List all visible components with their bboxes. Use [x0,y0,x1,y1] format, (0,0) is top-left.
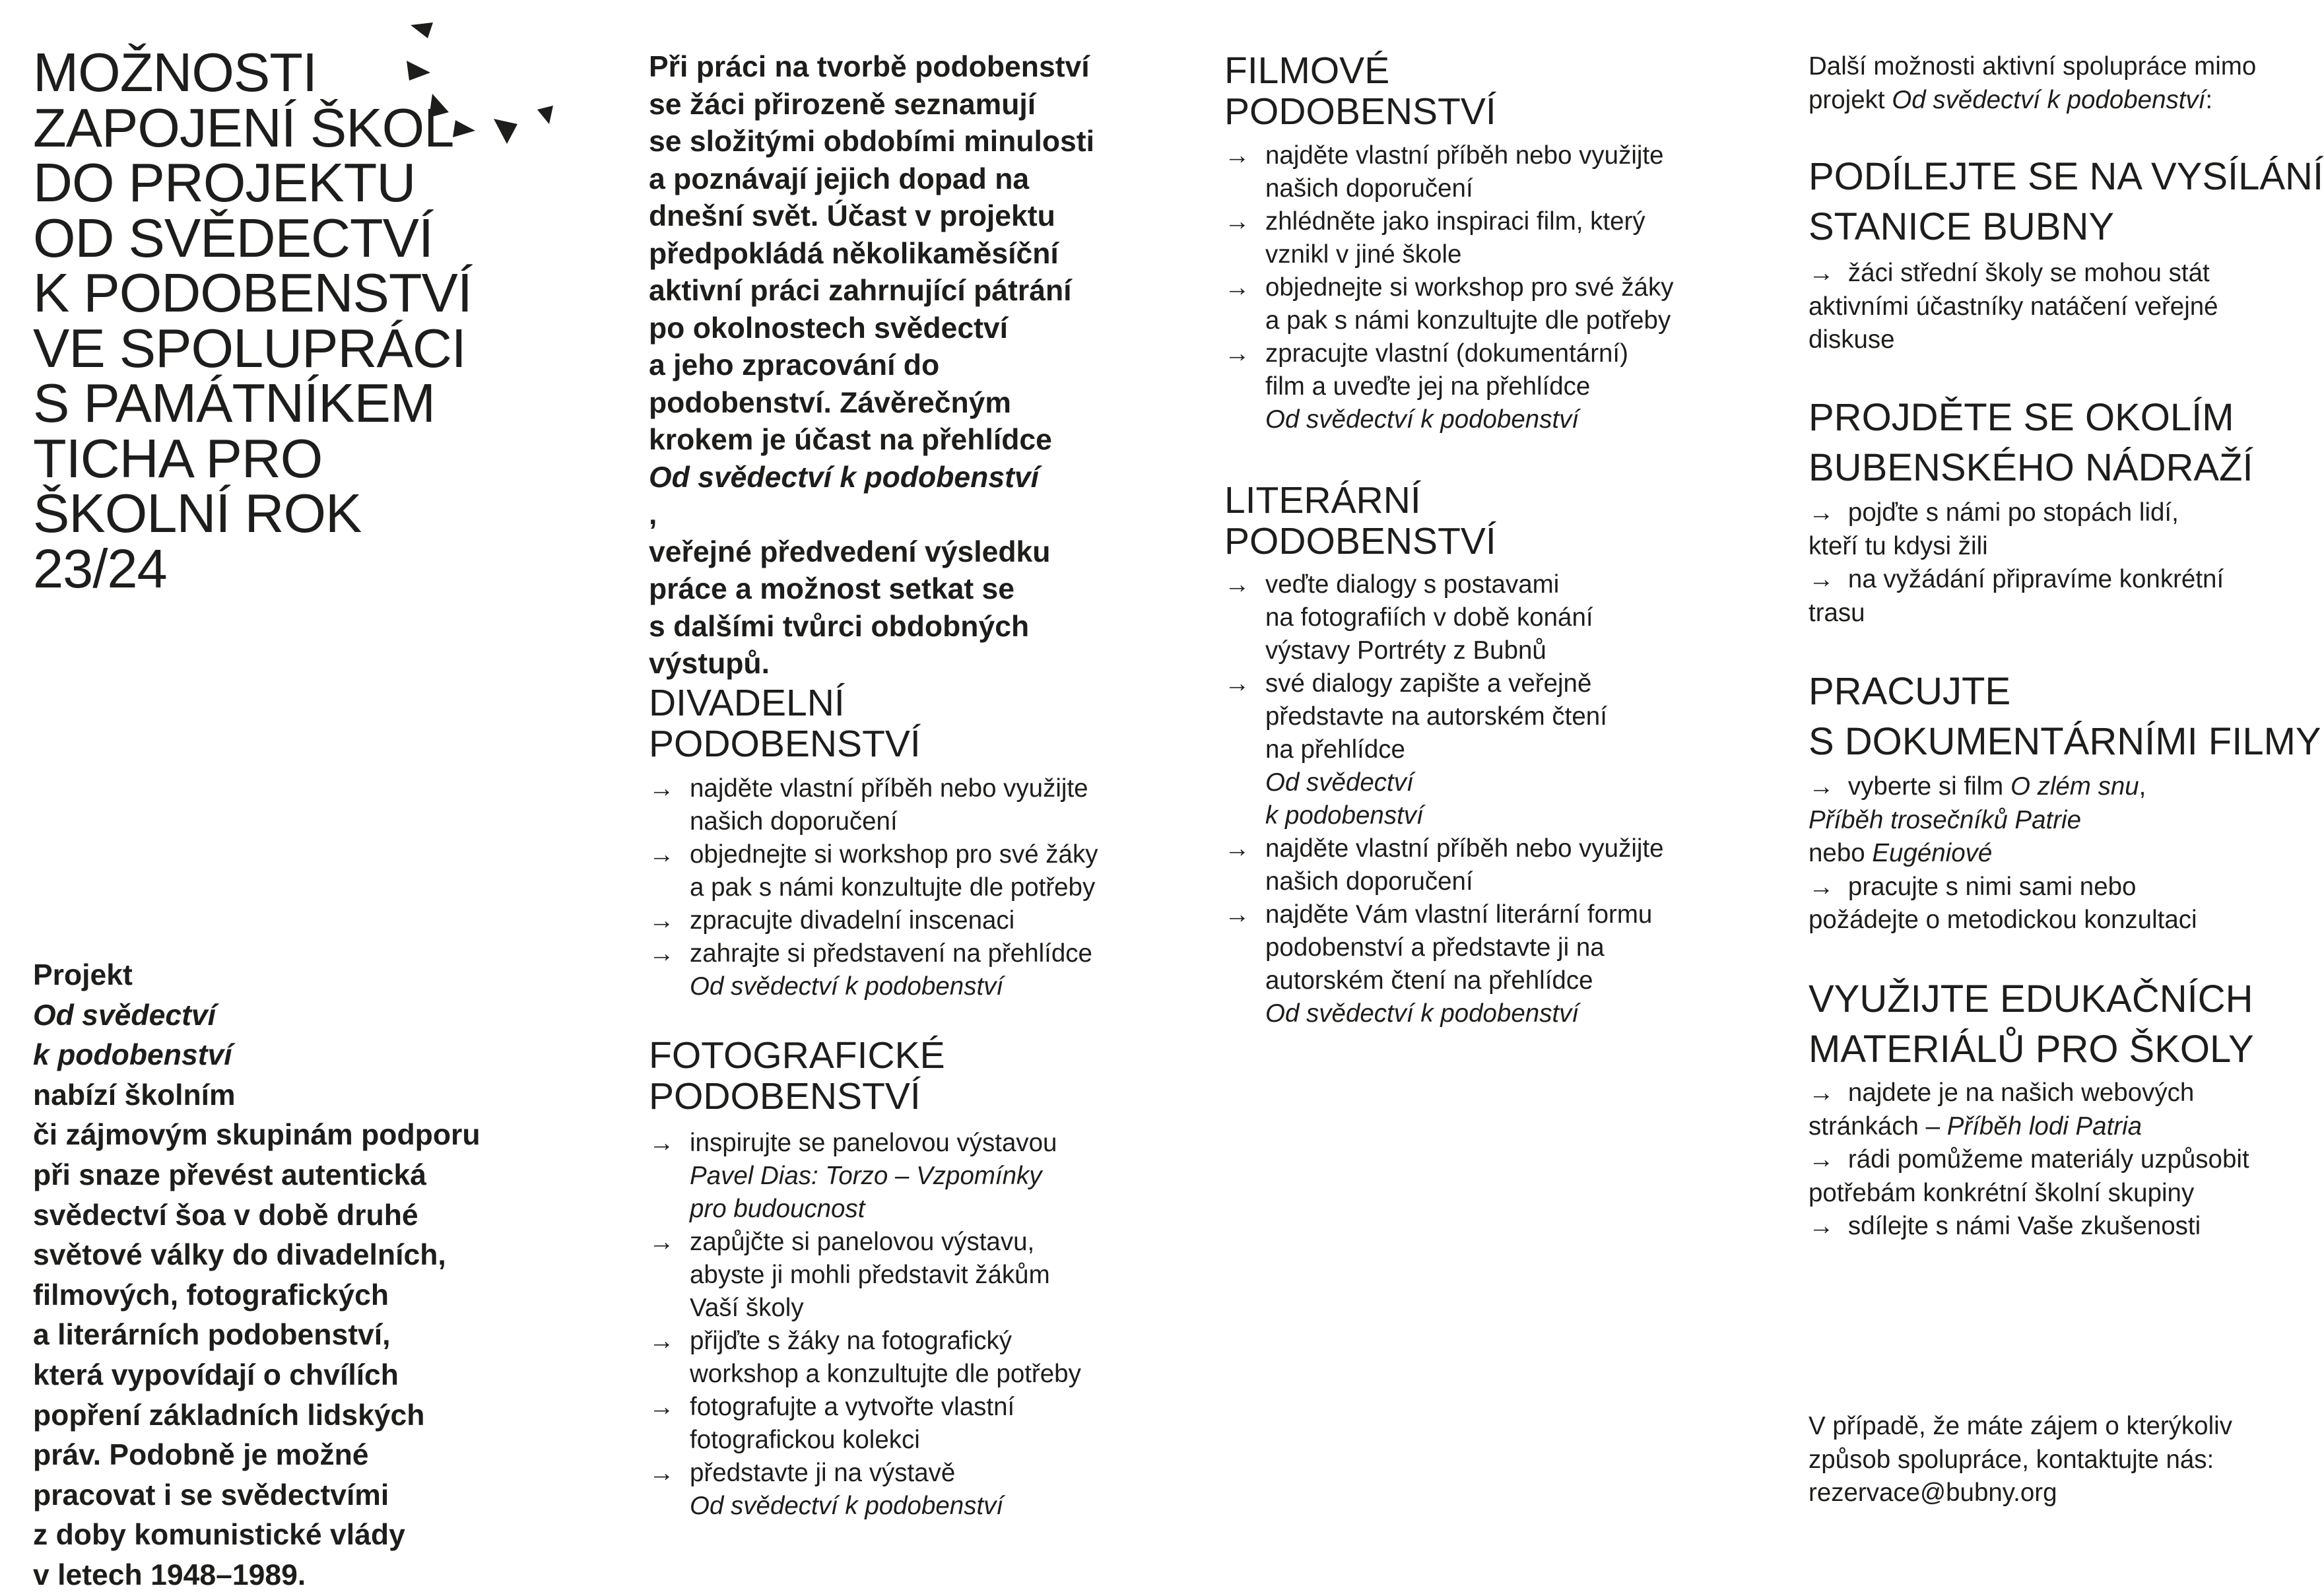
arrow-icon: → [649,1393,675,1421]
section-body-vysilani [1809,257,2218,357]
lead-line: veřejné předvedení výsledku [649,535,1051,568]
project-name-italic: Od svědectví k podobenství [1265,999,1579,1028]
heading-line: VYUŽIJTE EDUKAČNÍCH [1809,978,2253,1020]
item-line: film a uveďte jej na přehlídce [1265,372,1591,401]
arrow-icon: → [1224,669,1250,698]
list-item [1224,898,1664,1030]
intro-text: nabízí školním [33,1079,236,1112]
section-heading-filmove [1224,50,1496,132]
arrow-icon: → [1224,273,1250,302]
item-line [1809,1210,2249,1244]
list-item [649,838,1098,904]
item-line [1265,733,1664,799]
lead-line [649,459,1164,534]
arrow-icon: → [1224,141,1250,170]
item-line: najděte vlastní příběh nebo využijte [1265,834,1664,863]
heading-line: MATERIÁLŮ PRO ŠKOLY [1809,1028,2254,1071]
heading-line: BUBENSKÉHO NÁDRAŽÍ [1809,446,2253,489]
list-divadelni [649,772,1098,1003]
heading-line: DIVADELNÍ [649,682,845,724]
item-line: našich doporučení [1265,174,1473,203]
project-name-italic: Od svědectví k podobenství [690,1492,1004,1520]
flag-triangle [494,119,517,144]
lead-paragraph [649,49,1164,683]
intro-line: pracovat i se svědectvími [33,1479,389,1512]
arrow-icon: → [1809,498,1834,527]
item-line: potřebám konkrétní školní skupiny [1809,1178,2195,1207]
item-line: fotografujte a vytvořte vlastní [690,1393,1015,1421]
item-line: našich doporučení [1265,867,1473,896]
arrow-icon: → [1809,1079,1834,1107]
item-line: a pak s námi konzultujte dle potřeby [1265,306,1671,335]
item-line: kteří tu kdysi žili [1809,531,1988,560]
arrow-icon: → [1809,259,1834,287]
lead-line: se žáci přirozeně seznamují [649,88,1036,121]
arrow-icon: → [649,774,675,803]
item-text: na přehlídce [1265,735,1405,764]
title-line: ŠKOLNÍ ROK [33,482,362,544]
list-item [1224,271,1673,337]
list-item [649,1226,1081,1325]
item-line: trasu [1809,598,1865,627]
list-literarni [1224,568,1664,1030]
lead-line: a poznávají jejich dopad na [649,162,1030,195]
arrow-icon: → [1224,900,1250,929]
list-item [649,1325,1081,1391]
lead-line: Při práci na tvorbě podobenství [649,51,1090,83]
heading-line: S DOKUMENTÁRNÍMI FILMY [1809,720,2321,763]
heading-line: PODÍLEJTE SE NA VYSÍLÁNÍ [1809,155,2324,198]
film-title-italic: O zlém snu [2010,772,2139,801]
section-body-edukacni-materialy [1809,1077,2249,1244]
intro-line: popření základních lidských [33,1399,425,1432]
list-item [1224,832,1664,898]
title-line: DO PROJEKTU [33,152,416,213]
heading-line: PODOBENSTVÍ [649,1075,921,1117]
item-line: zpracujte vlastní (dokumentární) [1265,339,1628,368]
heading-line: PODOBENSTVÍ [1224,520,1496,562]
intro-line [33,1036,535,1115]
project-name-italic: k podobenství [1265,801,1424,830]
item-line [1809,563,2224,597]
arrow-icon: → [1809,772,1834,801]
item-line: najděte Vám vlastní literární formu [1265,900,1653,929]
list-filmove [1224,139,1673,436]
item-line: a pak s námi konzultujte dle potřeby [690,873,1096,902]
item-line: aktivními účastníky natáčení veřejné [1809,292,2218,321]
title-line: K PODOBENSTVÍ [33,262,472,323]
item-text: žáci střední školy se mohou stát [1847,259,2210,287]
arrow-icon: → [1809,565,1834,593]
intro-text: : [2205,85,2213,114]
section-heading-literarni [1224,480,1496,562]
contact-block [1809,1410,2232,1510]
heading-line: PODOBENSTVÍ [649,723,921,765]
heading-line: STANICE BUBNY [1809,205,2115,248]
section-heading-vysilani [1809,152,2323,252]
title-line: S PAMÁTNÍKEM [33,372,436,434]
item-line: vznikl v jiné škole [1265,240,1462,269]
item-line: objednejte si workshop pro své žáky [690,840,1098,869]
item-line: inspirujte se panelovou výstavou [690,1129,1057,1157]
item-line [1809,1143,2249,1177]
item-line: najděte vlastní příběh nebo využijte [1265,141,1664,170]
lead-line: dnešní svět. Účast v projektu [649,200,1055,232]
arrow-icon: → [1809,872,1834,901]
list-item [1224,667,1664,832]
lead-line: práce a možnost setkat se [649,573,1015,605]
lead-line: předpokládá několikaměsíční [649,237,1059,270]
item-line [1809,257,2218,290]
arrow-icon: → [1224,339,1250,368]
item-line [1809,1077,2249,1110]
heading-line: PODOBENSTVÍ [1224,90,1496,133]
project-name-italic: Od svědectví [1265,768,1414,797]
arrow-icon: → [649,1228,675,1256]
intro-line: která vypovídají o chvílích [33,1358,399,1391]
item-line: přijďte s žáky na fotografický [690,1327,1012,1355]
item-text: nebo [1809,839,1873,867]
arrow-icon: → [1224,834,1250,863]
list-item [1224,568,1664,667]
intro-text: Projekt [33,959,133,991]
heading-line: LITERÁRNÍ [1224,479,1421,521]
flag-triangle [537,106,553,124]
list-fotograficke [649,1127,1081,1523]
intro-line: svědectví šoa v době druhé [33,1199,418,1232]
page-title [33,42,495,599]
arrow-icon: → [649,840,675,869]
list-item [1224,139,1673,205]
lead-line: podobenství. Závěrečným [649,386,1011,419]
arrow-icon: → [1224,207,1250,236]
list-item [649,937,1098,1003]
title-line: OD SVĚDECTVÍ [33,207,434,269]
item-line: představte na autorském čtení [1265,702,1607,731]
section-heading-dokumentarni-filmy [1809,667,2321,767]
item-line: zapůjčte si panelovou výstavu, [690,1228,1035,1256]
lead-line: aktivní práci zahrnující pátrání [649,275,1072,307]
lead-text: , [649,498,657,531]
intro-line: a literárních podobenství, [33,1319,391,1352]
item-line: zahrajte si představení na přehlídce [690,939,1092,968]
item-line: výstavy Portréty z Bubnů [1265,636,1546,665]
arrow-icon: → [649,1327,675,1355]
arrow-icon: → [1809,1212,1834,1240]
item-line: podobenství a představte ji na [1265,933,1605,962]
arrow-icon: → [649,1459,675,1487]
item-line: veďte dialogy s postavami [1265,570,1560,599]
heading-line: FOTOGRAFICKÉ [649,1034,945,1077]
intro-line: Další možnosti aktivní spolupráce mimo [1809,52,2257,81]
intro-line: práv. Podobně je možné [33,1439,369,1472]
arrow-icon: → [1809,1145,1834,1174]
item-line: představte ji na výstavě [690,1459,956,1487]
section-heading-divadelni [649,682,921,764]
lead-line: po okolnostech svědectví [649,312,1009,345]
item-line [1809,1110,2249,1144]
item-line: na fotografiích v době konání [1265,603,1593,632]
item-line [1809,770,2197,804]
item-text: rádi pomůžeme materiály uzpůsobit [1847,1145,2249,1174]
material-title-italic: Příběh lodi Patria [1946,1112,2142,1141]
item-line: své dialogy zapište a veřejně [1265,669,1592,698]
lead-line: výstupů. [649,648,770,680]
list-item [1224,337,1673,436]
title-line: TICHA PRO [33,427,323,489]
item-line: workshop a konzultujte dle potřeby [690,1360,1081,1388]
title-line: 23/24 [33,537,167,599]
section-heading-edukacni-materialy [1809,974,2254,1075]
film-title-italic: Příběh trosečníků Patrie [1809,805,2082,834]
intro-paragraph [33,956,535,1596]
title-line: ZAPOJENÍ ŠKOL [33,96,454,158]
item-line [1809,871,2197,904]
item-line: požádejte o metodickou konzultaci [1809,906,2197,934]
contact-email[interactable]: rezervace@bubny.org [1809,1479,2057,1507]
list-item [649,772,1098,838]
item-line: našich doporučení [690,807,898,836]
heading-line: FILMOVÉ [1224,50,1390,92]
lead-line: s dalšími tvůrci obdobných [649,610,1030,643]
project-name-italic: k podobenství [33,1039,232,1072]
arrow-icon: → [1224,570,1250,599]
title-line: MOŽNOSTI [33,42,317,103]
section-heading-fotograficke [649,1035,945,1117]
item-line: abyste ji mohli představit žákům [690,1261,1050,1289]
item-line: zhlédněte jako inspiraci film, který [1265,207,1645,236]
intro-line: při snaze převést autentická [33,1158,427,1191]
intro-text: projekt [1809,85,1892,114]
intro-line [1809,84,2256,117]
exhibition-name-italic: Pavel Dias: Torzo – Vzpomínky [690,1162,1042,1190]
item-line: fotografickou kolekci [690,1426,920,1454]
item-line [1809,496,2224,530]
item-line: Vaší školy [690,1294,804,1322]
project-name-italic: Od svědectví k podobenství [649,461,1040,494]
item-line: objednejte si workshop pro své žáky [1265,273,1674,302]
item-text: vyberte si film [1847,772,2010,801]
list-item [649,1127,1081,1226]
intro-line: či zájmovým skupinám podporu [33,1119,481,1152]
list-item [649,1391,1081,1457]
arrow-icon: → [649,1129,675,1157]
list-item [1224,205,1673,271]
item-line: autorském čtení na přehlídce [1265,966,1593,995]
contact-line: V případě, že máte zájem o kterýkoliv [1809,1412,2232,1440]
section-body-dokumentarni-filmy [1809,770,2197,937]
intro-line [33,956,535,1036]
item-text: , [2139,772,2146,801]
section-body-okoli-nadrazi [1809,496,2224,630]
item-text: sdílejte s námi Vaše zkušenosti [1847,1212,2201,1240]
intro-line: filmových, fotografických [33,1279,389,1312]
flag-triangle [411,22,433,38]
project-name-italic: Od svědectví k podobenství [690,972,1004,1001]
lead-line: se složitými obdobími minulosti [649,125,1094,158]
list-item [649,904,1098,937]
intro-line: světové války do divadelních, [33,1239,446,1272]
contact-line: způsob spolupráce, kontaktujte nás: [1809,1445,2214,1474]
section-heading-okoli-nadrazi [1809,393,2253,493]
title-line: VE SPOLUPRÁCI [33,317,466,379]
item-text: stránkách – [1809,1112,1947,1141]
col4-intro [1809,50,2256,117]
project-name-italic: Od svědectví k podobenství [1892,85,2206,114]
heading-line: PRACUJTE [1809,670,2011,713]
lead-line: krokem je účast na přehlídce [649,424,1052,456]
item-text: pojďte s námi po stopách lidí, [1847,498,2179,527]
item-line: najděte vlastní příběh nebo využijte [690,774,1088,803]
item-text: najdete je na našich webových [1847,1079,2195,1107]
item-line [1809,837,2197,871]
arrow-icon: → [649,906,675,935]
item-line: diskuse [1809,325,1895,354]
project-name-italic: Od svědectví [33,999,216,1032]
list-item [649,1457,1081,1523]
film-title-italic: Eugéniové [1872,839,1993,867]
item-text: pracujte s nimi sami nebo [1847,872,2137,901]
arrow-icon: → [649,939,675,968]
heading-line: PROJDĚTE SE OKOLÍM [1809,396,2234,439]
intro-line: z doby komunistické vlády [33,1519,405,1552]
lead-line: a jeho zpracování do [649,349,940,382]
item-line: zpracujte divadelní inscenaci [690,906,1015,935]
project-name-italic: Od svědectví k podobenství [1265,405,1579,434]
exhibition-name-italic: pro budoucnost [690,1195,865,1223]
item-text: na vyžádání připravíme konkrétní [1847,565,2224,593]
intro-line: v letech 1948–1989. [33,1558,306,1591]
